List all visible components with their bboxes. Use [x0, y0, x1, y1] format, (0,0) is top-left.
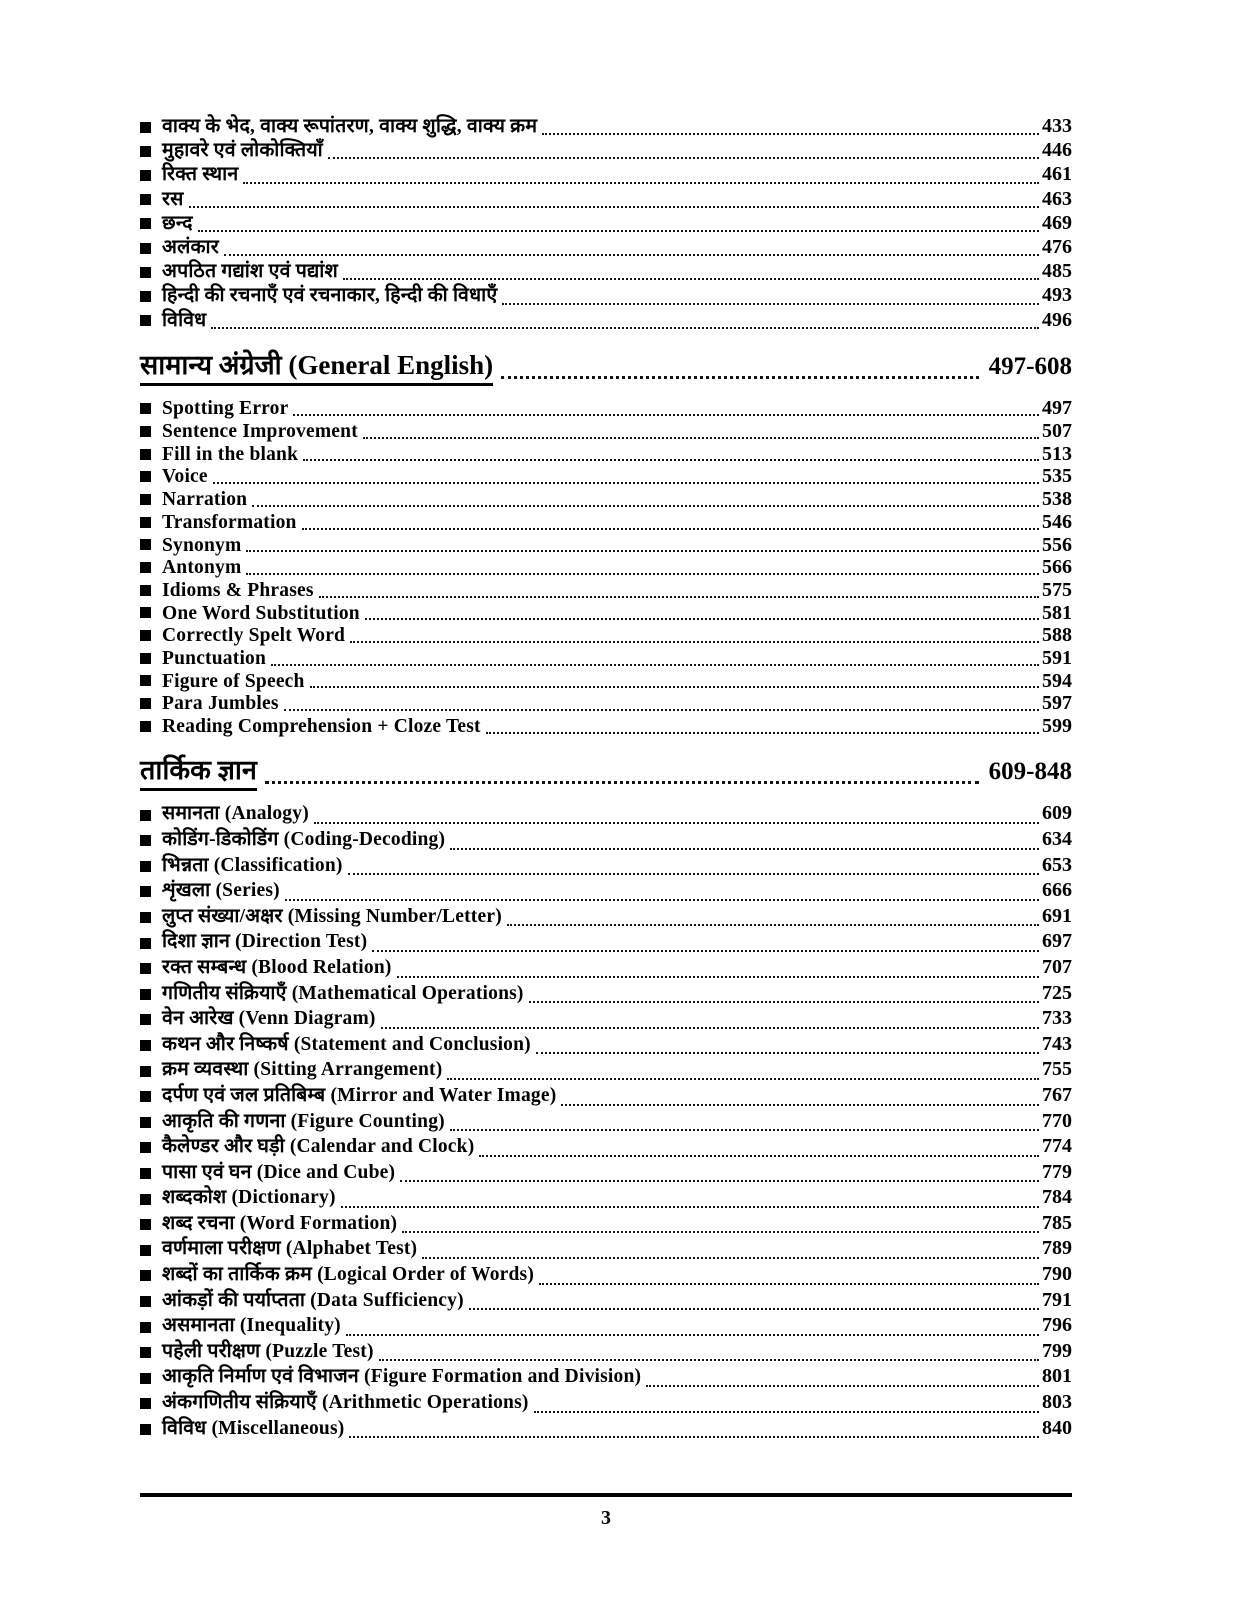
toc-entry — [140, 261, 1072, 285]
entry-label: अंकगणितीय संक्रियाएँ (Arithmetic Operations) — [162, 1392, 529, 1414]
toc-entry — [140, 489, 1072, 512]
entry-label: Idioms & Phrases — [162, 579, 314, 601]
toc-entry — [140, 1008, 1072, 1034]
section-entries — [140, 398, 1072, 738]
dotted-leader — [400, 1180, 1039, 1182]
entry-label: आकृति की गणना (Figure Counting) — [162, 1110, 445, 1132]
square-bullet-icon — [140, 1322, 151, 1333]
toc-entry — [140, 285, 1072, 309]
toc-entry — [140, 116, 1072, 140]
dotted-leader — [422, 1257, 1039, 1259]
dotted-leader — [213, 482, 1039, 484]
entry-page-number: 581 — [1042, 601, 1072, 624]
toc-entry — [140, 1059, 1072, 1085]
square-bullet-icon — [140, 1347, 151, 1358]
dotted-leader — [502, 303, 1039, 305]
toc-entry — [140, 140, 1072, 164]
square-bullet-icon — [140, 1040, 151, 1051]
toc-entry — [140, 648, 1072, 671]
toc-entry — [140, 625, 1072, 648]
square-bullet-icon — [140, 267, 151, 278]
square-bullet-icon — [140, 1168, 151, 1179]
square-bullet-icon — [140, 675, 151, 686]
dotted-leader — [198, 230, 1039, 232]
toc-entry — [140, 535, 1072, 558]
toc-entry — [140, 512, 1072, 535]
entry-page-number: 770 — [1042, 1109, 1072, 1132]
square-bullet-icon — [140, 1270, 151, 1281]
square-bullet-icon — [140, 1424, 151, 1435]
footer-rule — [140, 1493, 1072, 1497]
entry-page-number: 513 — [1042, 442, 1072, 465]
entry-page-number: 789 — [1042, 1237, 1072, 1260]
entry-label: असमानता (Inequality) — [162, 1315, 341, 1337]
square-bullet-icon — [140, 218, 151, 229]
section-title: सामान्य अंग्रेजी (General English) — [140, 351, 493, 387]
square-bullet-icon — [140, 810, 151, 821]
square-bullet-icon — [140, 1373, 151, 1384]
dotted-leader — [328, 157, 1039, 159]
square-bullet-icon — [140, 194, 151, 205]
square-bullet-icon — [140, 653, 151, 664]
entry-page-number: 609 — [1042, 802, 1072, 825]
entry-label: Voice — [162, 466, 208, 488]
entry-label: कथन और निष्कर्ष (Statement and Conclusion) — [162, 1033, 531, 1055]
dotted-leader — [381, 1027, 1039, 1029]
entry-page-number: 796 — [1042, 1314, 1072, 1337]
entry-page-number: 566 — [1042, 556, 1072, 579]
entry-label: रस — [162, 188, 184, 210]
entry-label: आकृति निर्माण एवं विभाजन (Figure Formation and Division) — [162, 1366, 642, 1388]
entry-page-number: 597 — [1042, 692, 1072, 715]
entry-page-number: 507 — [1042, 420, 1072, 443]
section-entries — [140, 116, 1072, 334]
dotted-leader — [372, 950, 1039, 952]
toc-entry — [140, 1341, 1072, 1367]
entry-page-number: 469 — [1042, 211, 1072, 234]
square-bullet-icon — [140, 989, 151, 1000]
entry-page-number: 653 — [1042, 853, 1072, 876]
toc-entry — [140, 983, 1072, 1009]
dotted-leader — [539, 1283, 1039, 1285]
entry-page-number: 799 — [1042, 1339, 1072, 1362]
toc-entry — [140, 1366, 1072, 1392]
square-bullet-icon — [140, 963, 151, 974]
entry-label: क्रम व्यवस्था (Sitting Arrangement) — [162, 1059, 443, 1081]
entry-page-number: 697 — [1042, 930, 1072, 953]
square-bullet-icon — [140, 1219, 151, 1230]
entry-label: वर्णमाला परीक्षण (Alphabet Test) — [162, 1238, 418, 1260]
entry-page-number: 433 — [1042, 115, 1072, 137]
dotted-leader — [349, 1436, 1039, 1438]
entry-page-number: 784 — [1042, 1186, 1072, 1209]
square-bullet-icon — [140, 539, 151, 550]
toc-entry — [140, 237, 1072, 261]
dotted-leader — [486, 732, 1039, 734]
toc-entry — [140, 398, 1072, 421]
square-bullet-icon — [140, 426, 151, 437]
toc-entry — [140, 1392, 1072, 1418]
entry-label: समानता (Analogy) — [162, 803, 309, 825]
dotted-leader — [246, 550, 1039, 552]
entry-page-number: 556 — [1042, 533, 1072, 556]
square-bullet-icon — [140, 449, 151, 460]
dotted-leader — [246, 573, 1039, 575]
square-bullet-icon — [140, 721, 151, 732]
entry-page-number: 575 — [1042, 578, 1072, 601]
square-bullet-icon — [140, 1194, 151, 1205]
dotted-leader — [365, 618, 1039, 620]
entry-label: Fill in the blank — [162, 443, 299, 465]
toc-entry — [140, 671, 1072, 694]
entry-label: रिक्त स्थान — [162, 164, 239, 186]
entry-label: गणितीय संक्रियाएँ (Mathematical Operations) — [162, 982, 524, 1004]
dotted-leader — [501, 376, 979, 379]
square-bullet-icon — [140, 562, 151, 573]
square-bullet-icon — [140, 1066, 151, 1077]
square-bullet-icon — [140, 471, 151, 482]
entry-page-number: 493 — [1042, 284, 1072, 307]
square-bullet-icon — [140, 517, 151, 528]
entry-page-number: 779 — [1042, 1160, 1072, 1183]
toc-entry — [140, 931, 1072, 957]
page-footer — [140, 1493, 1072, 1530]
entry-page-number: 774 — [1042, 1135, 1072, 1158]
square-bullet-icon — [140, 1117, 151, 1128]
square-bullet-icon — [140, 912, 151, 923]
dotted-leader — [341, 1206, 1039, 1208]
entry-label: Antonym — [162, 557, 242, 579]
toc-entry — [140, 716, 1072, 739]
square-bullet-icon — [140, 585, 151, 596]
toc-entry — [140, 1238, 1072, 1264]
dotted-leader — [211, 327, 1039, 329]
toc-entry — [140, 1290, 1072, 1316]
dotted-leader — [363, 437, 1039, 439]
toc-section — [140, 116, 1072, 334]
toc-entry — [140, 557, 1072, 580]
entry-label: शब्दकोश (Dictionary) — [162, 1187, 336, 1209]
square-bullet-icon — [140, 291, 151, 302]
toc-entry — [140, 1162, 1072, 1188]
entry-label: Narration — [162, 489, 248, 511]
square-bullet-icon — [140, 1014, 151, 1025]
entry-label: वाक्य के भेद, वाक्य रूपांतरण, वाक्य शुद्धि, वाक्य क्रम — [162, 116, 538, 137]
entry-page-number: 767 — [1042, 1083, 1072, 1106]
dotted-leader — [350, 641, 1039, 643]
entry-label: कोडिंग-डिकोडिंग (Coding-Decoding) — [162, 828, 446, 850]
dotted-leader — [285, 899, 1039, 901]
toc-entry — [140, 803, 1072, 829]
entry-label: छन्द — [162, 212, 193, 234]
square-bullet-icon — [140, 861, 151, 872]
entry-page-number: 707 — [1042, 955, 1072, 978]
toc-entry — [140, 1136, 1072, 1162]
square-bullet-icon — [140, 630, 151, 641]
toc-entry — [140, 421, 1072, 444]
dotted-leader — [265, 781, 979, 784]
entry-page-number: 461 — [1042, 163, 1072, 186]
dotted-leader — [561, 1104, 1039, 1106]
toc-entry — [140, 213, 1072, 237]
entry-page-number: 785 — [1042, 1211, 1072, 1234]
dotted-leader — [293, 414, 1039, 416]
dotted-leader — [189, 206, 1039, 208]
entry-page-number: 840 — [1042, 1416, 1072, 1439]
square-bullet-icon — [140, 698, 151, 709]
square-bullet-icon — [140, 607, 151, 618]
section-header — [140, 756, 1072, 792]
toc-entry — [140, 829, 1072, 855]
dotted-leader — [302, 528, 1039, 530]
entry-page-number: 755 — [1042, 1058, 1072, 1081]
toc-entry — [140, 580, 1072, 603]
dotted-leader — [346, 1334, 1039, 1336]
dotted-leader — [450, 1129, 1039, 1131]
entry-label: शब्द रचना (Word Formation) — [162, 1212, 398, 1234]
entry-label: भिन्नता (Classification) — [162, 854, 343, 876]
toc-entry — [140, 1264, 1072, 1290]
toc-entry — [140, 164, 1072, 188]
dotted-leader — [314, 822, 1039, 824]
toc-entry — [140, 466, 1072, 489]
dotted-leader — [319, 596, 1039, 598]
entry-page-number: 743 — [1042, 1032, 1072, 1055]
dotted-leader — [379, 1359, 1039, 1361]
dotted-leader — [469, 1308, 1039, 1310]
entry-page-number: 599 — [1042, 715, 1072, 737]
toc-entry — [140, 1034, 1072, 1060]
entry-page-number: 803 — [1042, 1391, 1072, 1414]
dotted-leader — [343, 278, 1039, 280]
toc-entry — [140, 906, 1072, 932]
entry-label: कैलेण्डर और घड़ी (Calendar and Clock) — [162, 1136, 475, 1158]
dotted-leader — [479, 1155, 1039, 1157]
entry-label: Sentence Improvement — [162, 421, 358, 443]
square-bullet-icon — [140, 886, 151, 897]
entry-label: दर्पण एवं जल प्रतिबिम्ब (Mirror and Water Image) — [162, 1084, 557, 1106]
toc-entry — [140, 855, 1072, 881]
dotted-leader — [224, 254, 1039, 256]
square-bullet-icon — [140, 494, 151, 505]
entry-label: आंकड़ों की पर्याप्तता (Data Sufficiency) — [162, 1289, 464, 1311]
toc-entry — [140, 1187, 1072, 1213]
dotted-leader — [252, 505, 1039, 507]
dotted-leader — [534, 1411, 1039, 1413]
dotted-leader — [536, 1052, 1039, 1054]
toc-entry — [140, 444, 1072, 467]
square-bullet-icon — [140, 938, 151, 949]
entry-label: दिशा ज्ञान (Direction Test) — [162, 931, 368, 953]
section-header — [140, 351, 1072, 387]
dotted-leader — [243, 182, 1039, 184]
entry-page-number: 535 — [1042, 465, 1072, 488]
dotted-leader — [447, 1078, 1039, 1080]
square-bullet-icon — [140, 403, 151, 414]
entry-label: Correctly Spelt Word — [162, 625, 346, 647]
entry-label: मुहावरे एवं लोकोक्तियाँ — [162, 140, 323, 162]
entry-label: विविध (Miscellaneous) — [162, 1417, 345, 1439]
entry-page-number: 496 — [1042, 308, 1072, 331]
dotted-leader — [450, 848, 1039, 850]
entry-label: विविध — [162, 309, 207, 331]
entry-page-number: 485 — [1042, 260, 1072, 283]
toc-entry — [140, 880, 1072, 906]
entry-page-number: 588 — [1042, 624, 1072, 647]
entry-page-number: 594 — [1042, 669, 1072, 692]
square-bullet-icon — [140, 1091, 151, 1102]
entry-page-number: 476 — [1042, 235, 1072, 258]
entry-page-number: 591 — [1042, 646, 1072, 669]
toc-entry — [140, 1111, 1072, 1137]
entry-page-number: 497 — [1042, 397, 1072, 420]
entry-page-number: 791 — [1042, 1288, 1072, 1311]
square-bullet-icon — [140, 1398, 151, 1409]
entry-label: Punctuation — [162, 647, 267, 669]
entry-page-number: 634 — [1042, 827, 1072, 850]
entry-label: Spotting Error — [162, 398, 289, 420]
entry-label: Reading Comprehension + Cloze Test — [162, 716, 481, 737]
entry-label: वेन आरेख (Venn Diagram) — [162, 1008, 376, 1030]
dotted-leader — [402, 1231, 1039, 1233]
dotted-leader — [646, 1385, 1039, 1387]
entry-page-number: 725 — [1042, 981, 1072, 1004]
entry-page-number: 733 — [1042, 1007, 1072, 1030]
entry-label: शब्दों का तार्किक क्रम (Logical Order of Words) — [162, 1264, 535, 1286]
entry-label: One Word Substitution — [162, 602, 360, 624]
toc-entry — [140, 957, 1072, 983]
entry-page-number: 801 — [1042, 1365, 1072, 1388]
entry-page-number: 463 — [1042, 187, 1072, 210]
table-of-contents — [140, 116, 1072, 1443]
toc-entry — [140, 1418, 1072, 1444]
square-bullet-icon — [140, 146, 151, 157]
entry-page-number: 790 — [1042, 1263, 1072, 1286]
dotted-leader — [310, 686, 1039, 688]
entry-label: हिन्दी की रचनाएँ एवं रचनाकार, हिन्दी की विधाएँ — [162, 285, 498, 307]
footer-page-number: 3 — [601, 1507, 611, 1530]
dotted-leader — [303, 459, 1039, 461]
section-page-range: 497-608 — [988, 352, 1072, 380]
entry-label: अपठित गद्यांश एवं पद्यांश — [162, 261, 338, 283]
square-bullet-icon — [140, 315, 151, 326]
entry-label: पहेली परीक्षण (Puzzle Test) — [162, 1340, 374, 1362]
toc-section — [140, 756, 1072, 1444]
toc-entry — [140, 1213, 1072, 1239]
dotted-leader — [507, 924, 1039, 926]
entry-label: रक्त सम्बन्ध (Blood Relation) — [162, 956, 392, 978]
dotted-leader — [284, 709, 1039, 711]
entry-label: लुप्त संख्या/अक्षर (Missing Number/Letter) — [162, 905, 502, 927]
entry-label: शृंखला (Series) — [162, 880, 280, 902]
entry-label: Transformation — [162, 511, 297, 533]
toc-entry — [140, 310, 1072, 334]
section-entries — [140, 803, 1072, 1443]
toc-entry — [140, 693, 1072, 716]
toc-entry — [140, 1085, 1072, 1111]
square-bullet-icon — [140, 1296, 151, 1307]
entry-label: Figure of Speech — [162, 670, 305, 692]
entry-page-number: 691 — [1042, 904, 1072, 927]
toc-entry — [140, 189, 1072, 213]
square-bullet-icon — [140, 835, 151, 846]
toc-entry — [140, 603, 1072, 626]
square-bullet-icon — [140, 170, 151, 181]
dotted-leader — [542, 133, 1039, 135]
square-bullet-icon — [140, 243, 151, 254]
section-page-range: 609-848 — [988, 757, 1072, 785]
square-bullet-icon — [140, 1142, 151, 1153]
section-title: तार्किक ज्ञान — [140, 756, 257, 792]
entry-label: पासा एवं घन (Dice and Cube) — [162, 1161, 396, 1183]
square-bullet-icon — [140, 122, 151, 133]
entry-page-number: 546 — [1042, 510, 1072, 533]
toc-section — [140, 351, 1072, 739]
entry-label: Para Jumbles — [162, 693, 279, 715]
entry-page-number: 666 — [1042, 879, 1072, 902]
dotted-leader — [271, 664, 1039, 666]
square-bullet-icon — [140, 1245, 151, 1256]
entry-label: Synonym — [162, 534, 242, 556]
dotted-leader — [348, 873, 1039, 875]
entry-label: अलंकार — [162, 236, 219, 258]
toc-entry — [140, 1315, 1072, 1341]
entry-page-number: 538 — [1042, 488, 1072, 511]
entry-page-number: 446 — [1042, 139, 1072, 162]
dotted-leader — [397, 976, 1039, 978]
dotted-leader — [529, 1001, 1039, 1003]
